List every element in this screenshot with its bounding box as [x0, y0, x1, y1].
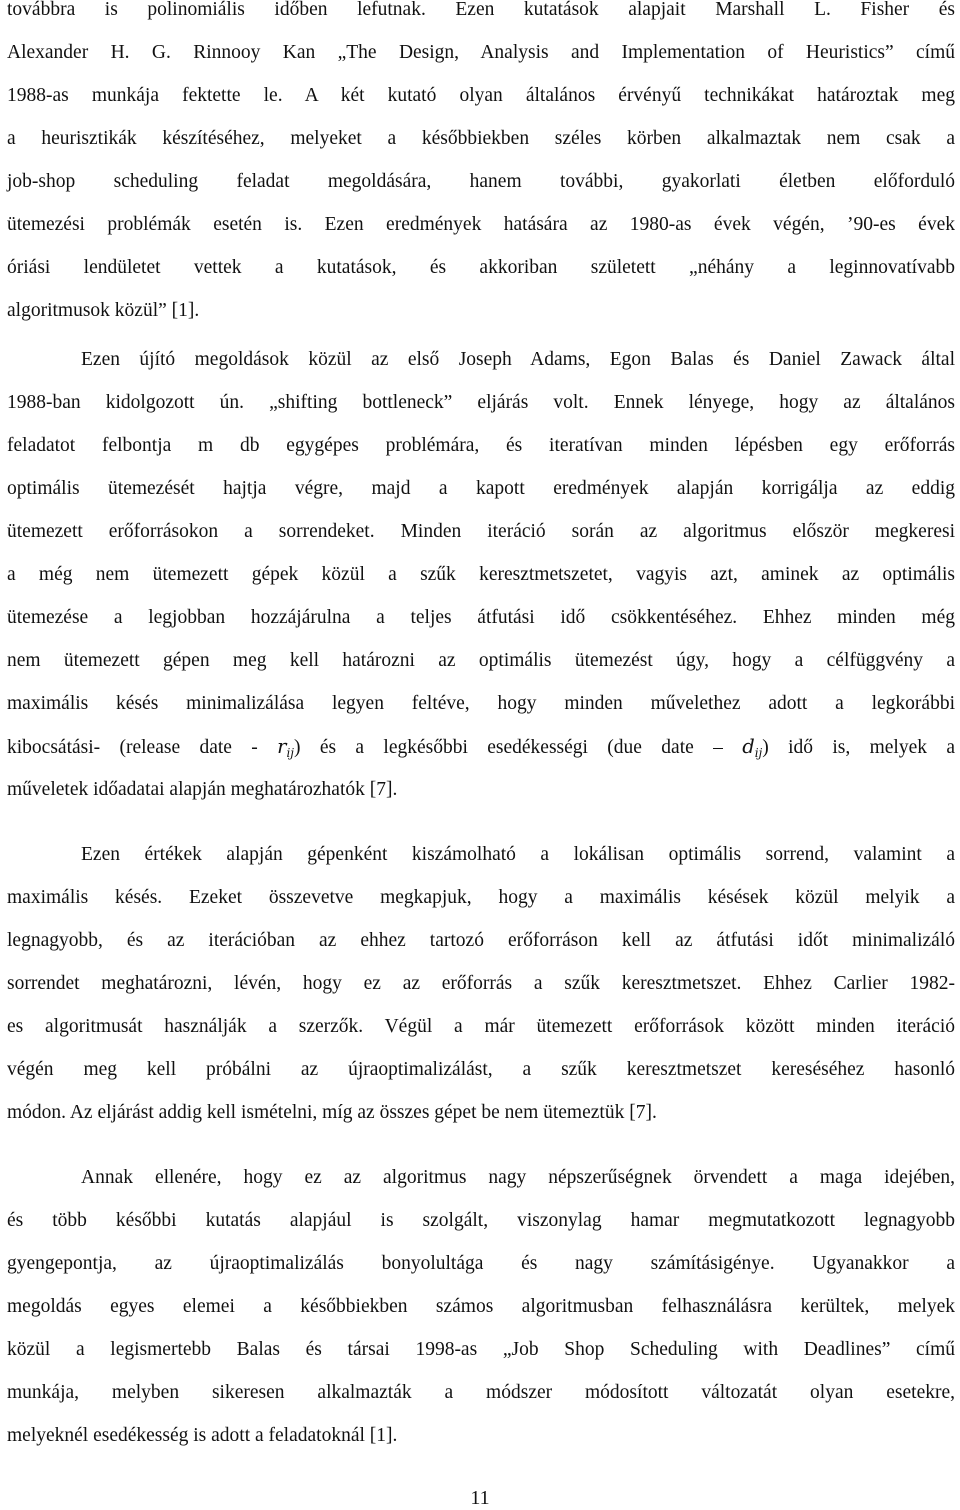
release-date-symbol: $r_{ij}$ [277, 735, 294, 760]
text-line: feladatot felbontja m db egygépes problémára, és iteratívan minden lépésben egy erőforrás [7, 435, 955, 456]
math-line-after: ) idő is, melyek a [762, 737, 956, 758]
text-line: Ezen értékek alapján gépenként kiszámolható a lokálisan optimális sorrend, valamint a [81, 844, 955, 865]
text-line: továbbra is polinomiális időben lefutnak. Ezen kutatások alapjait Marshall L. Fisher és [7, 0, 955, 20]
paragraph-2 [7, 338, 955, 811]
text-line: végén meg kell próbálni az újraoptimalizálást, a szűk keresztmetszet kereséséhez hasonló [7, 1059, 955, 1080]
math-line [7, 725, 955, 768]
text-line: gyengepontja, az újraoptimalizálás bonyolultága és nagy számításigénye. Ugyanakkor a [7, 1253, 955, 1274]
math-line-middle: ) és a legkésőbbi esedékességi (due date – [294, 737, 743, 758]
paragraph-4 [7, 1156, 955, 1457]
text-line: munkája, melyben sikeresen alkalmazták a módszer módosított változatát olyan esetekre, [7, 1382, 955, 1403]
text-line: es algoritmusát használják a szerzők. Végül a már ütemezett erőforrások között minden iteráció [7, 1016, 955, 1037]
text-line: job-shop scheduling feladat megoldására, hanem további, gyakorlati életben előforduló [7, 171, 955, 192]
text-line: módon. Az eljárást addig kell ismételni, míg az összes gépet be nem ütemeztük [7]. [7, 1102, 657, 1123]
text-line: 1988-ban kidolgozott ún. „shifting bottleneck” eljárás volt. Ennek lényege, hogy az általános [7, 392, 955, 413]
paragraph-3 [7, 833, 955, 1134]
text-line: ütemezési problémák esetén is. Ezen eredmények hatására az 1980-as évek végén, ’90-es évek [7, 214, 955, 235]
text-line: megoldás egyes elemei a későbbiekben számos algoritmusban felhasználásra kerültek, melyek [7, 1296, 955, 1317]
text-line: sorrendet meghatározni, lévén, hogy ez az erőforrás a szűk keresztmetszet. Ehhez Carlier 1982- [7, 973, 955, 994]
text-line: legnagyobb, és az iterációban az ehhez tartozó erőforráson kell az átfutási időt minimalizáló [7, 930, 955, 951]
text-line: a még nem ütemezett gépek közül a szűk keresztmetszetet, vagyis azt, aminek az optimális [7, 564, 955, 585]
text-line: műveletek időadatai alapján meghatározhatók [7]. [7, 779, 398, 800]
paragraph-1 [7, 0, 955, 332]
text-line: optimális ütemezését hajtja végre, majd a kapott eredmények alapján korrigálja az eddig [7, 478, 955, 499]
text-line: ütemezése a legjobban hozzájárulna a teljes átfutási idő csökkentéséhez. Ehhez minden még [7, 607, 955, 628]
text-line: Alexander H. G. Rinnooy Kan „The Design, Analysis and Implementation of Heuristics” című [7, 42, 955, 63]
due-date-symbol: $d_{ij}$ [742, 735, 763, 760]
document-page [7, 0, 955, 1457]
text-line: közül a legismertebb Balas és társai 1998-as „Job Shop Scheduling with Deadlines” című [7, 1339, 955, 1360]
text-line: algoritmusok közül” [1]. [7, 300, 200, 321]
text-line: és több későbbi kutatás alapjául is szolgált, viszonylag hamar megmutatkozott legnagyobb [7, 1210, 955, 1231]
text-line: Annak ellenére, hogy ez az algoritmus nagy népszerűségnek örvendett a maga idejében, [81, 1167, 955, 1188]
text-line: maximális késés minimalizálása legyen feltéve, hogy minden művelethez adott a legkorábbi [7, 693, 955, 714]
math-line-before: kibocsátási- (release date - [7, 737, 278, 758]
text-line: a heurisztikák készítéséhez, melyeket a későbbiekben széles körben alkalmaztak nem csak a [7, 128, 955, 149]
text-line: 1988-as munkája fektette le. A két kutató olyan általános érvényű technikákat határoztak meg [7, 85, 955, 106]
text-line: maximális késés. Ezeket összevetve megkapjuk, hogy a maximális késések közül melyik a [7, 887, 955, 908]
text-line: melyeknél esedékesség is adott a feladatoknál [1]. [7, 1425, 398, 1446]
text-line: óriási lendületet vettek a kutatások, és akkoriban született „néhány a leginnovatívabb [7, 257, 955, 278]
page-number: 11 [470, 1487, 490, 1509]
text-line: nem ütemezett gépen meg kell határozni az optimális ütemezést úgy, hogy a célfüggvény a [7, 650, 955, 671]
text-line: Ezen újító megoldások közül az első Joseph Adams, Egon Balas és Daniel Zawack által [81, 349, 955, 370]
text-line: ütemezett erőforrásokon a sorrendeket. Minden iteráció során az algoritmus először megkeresi [7, 521, 955, 542]
